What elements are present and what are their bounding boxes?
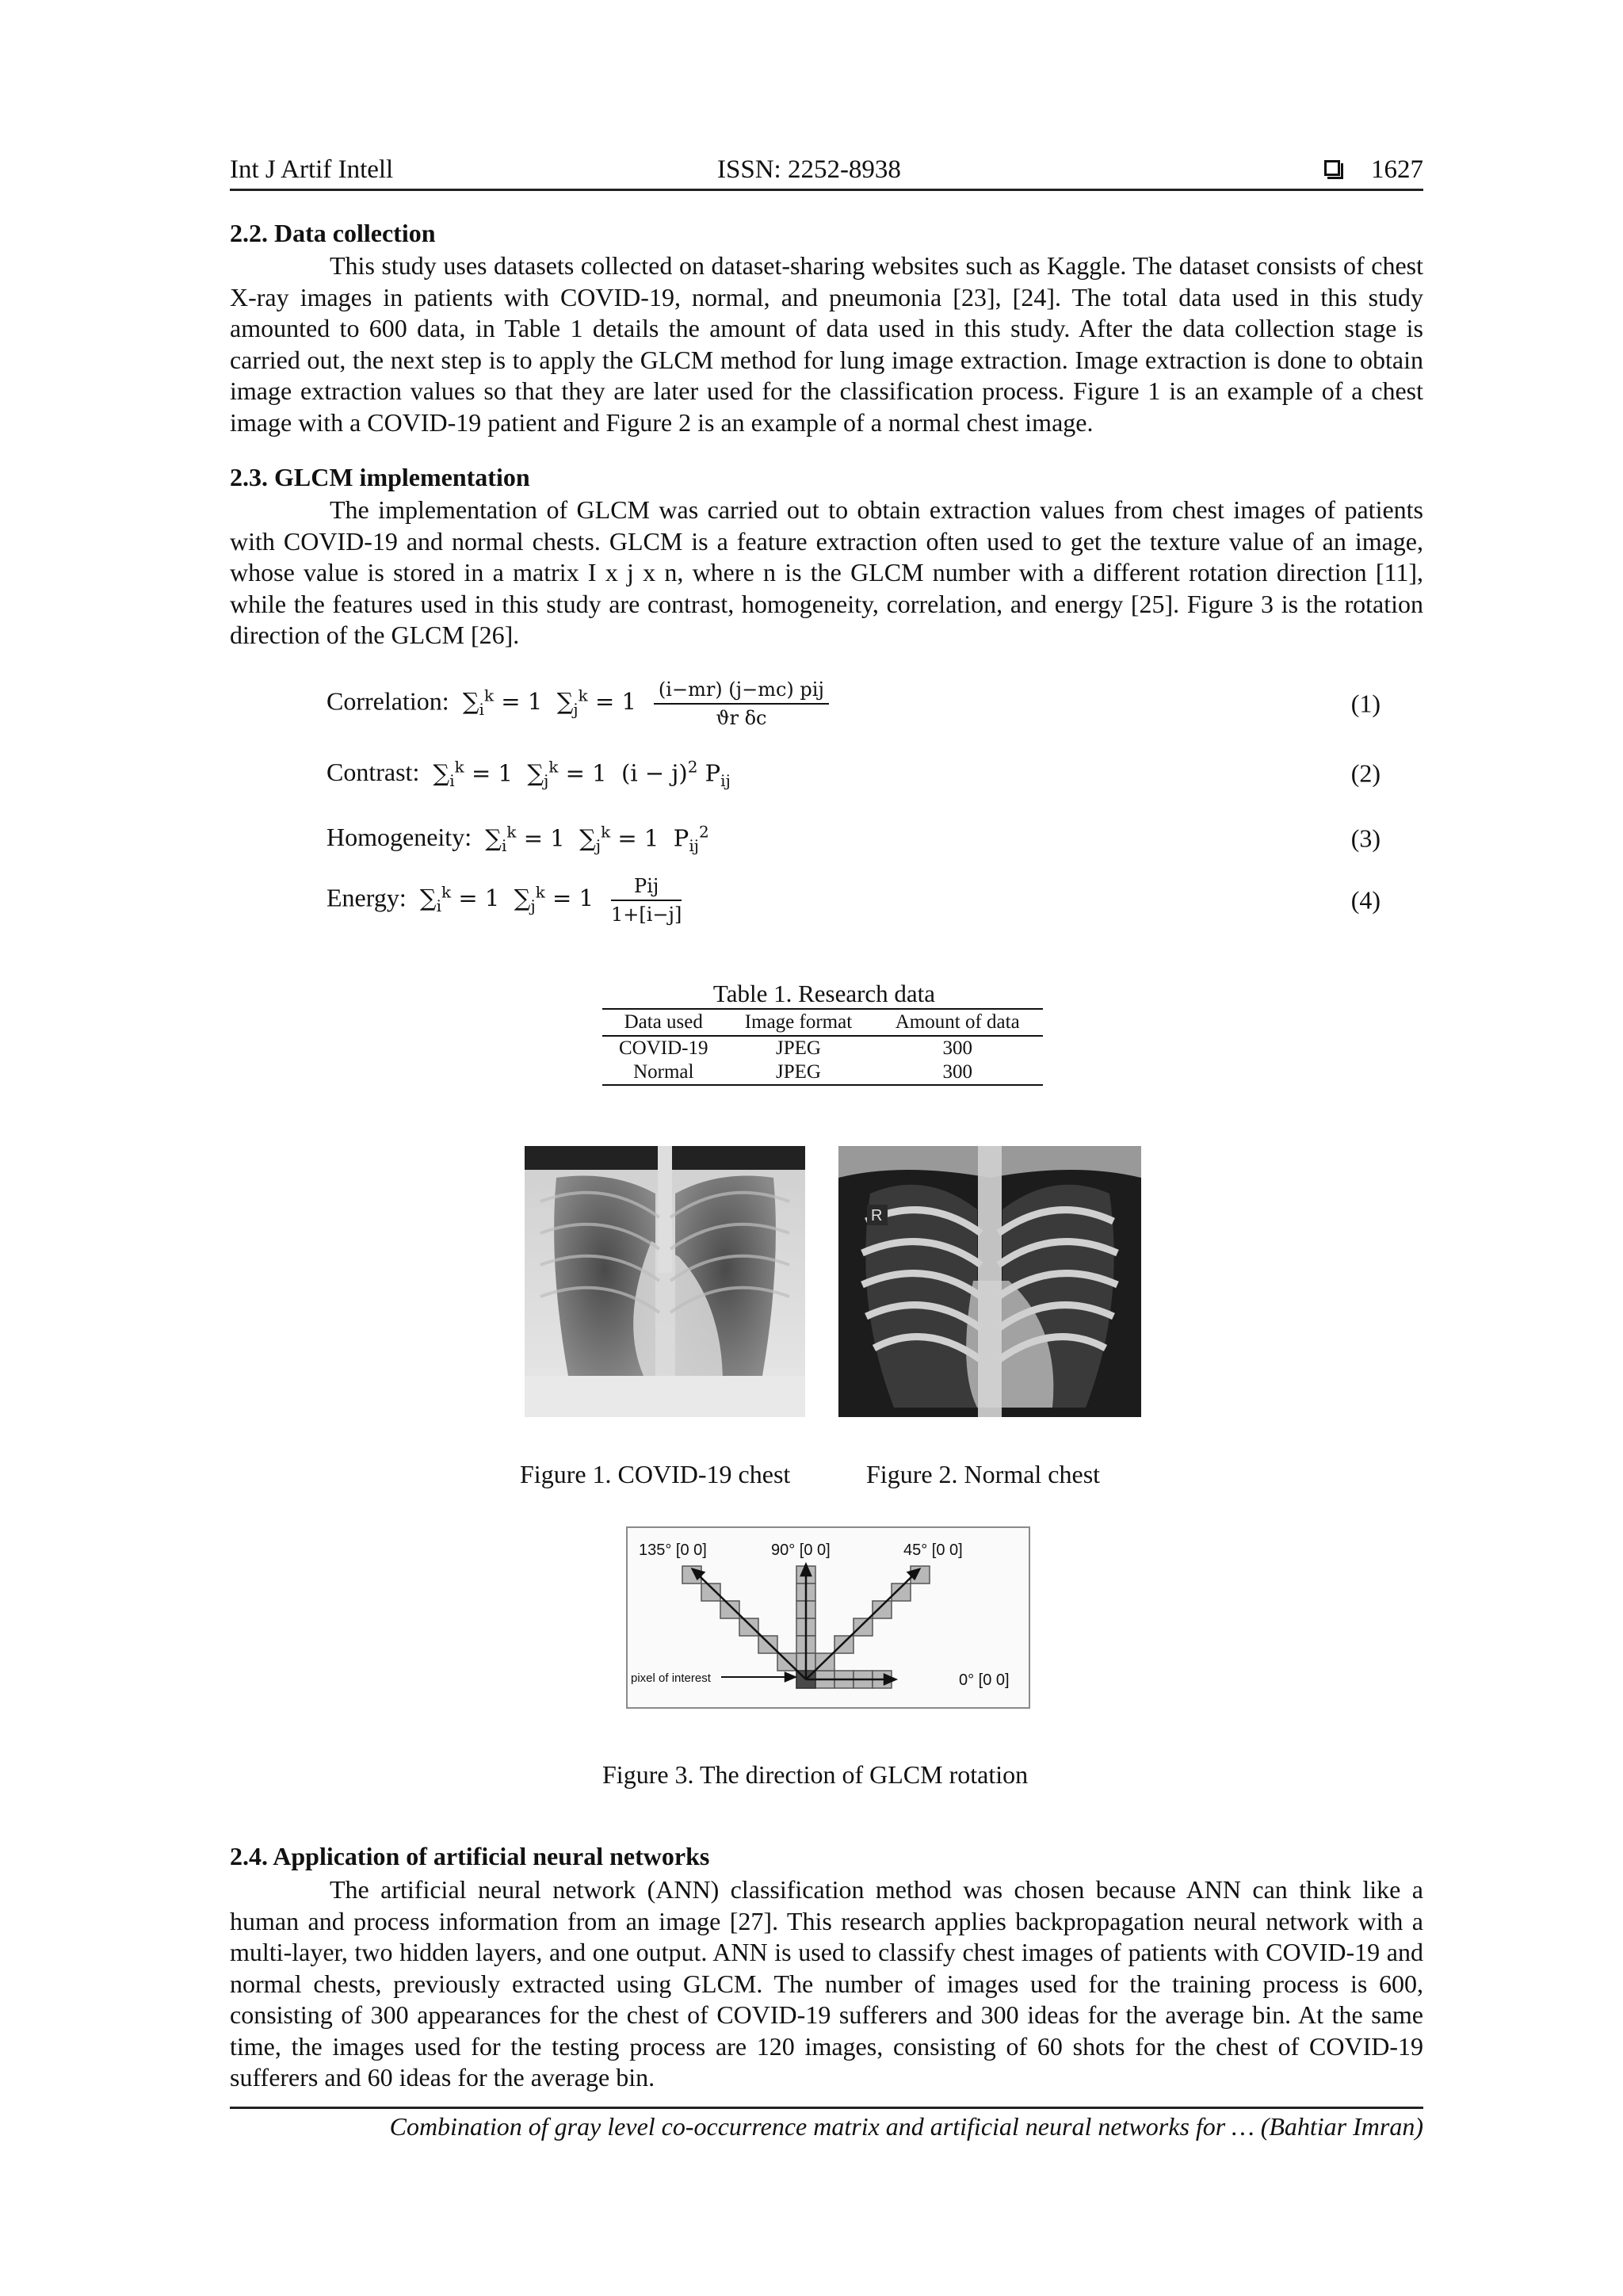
equation-label: Contrast:	[327, 757, 420, 786]
table-header-cell: Data used	[602, 1009, 725, 1036]
angle-label-135: 135° [0 0]	[639, 1541, 707, 1559]
figure-1-caption: Figure 1. COVID-19 chest	[520, 1460, 791, 1488]
table-cell: JPEG	[725, 1060, 873, 1085]
research-data-table	[602, 1008, 1043, 1086]
angle-label-90: 90° [0 0]	[771, 1541, 831, 1559]
equation-fraction	[611, 875, 682, 926]
equation-number: (4)	[1350, 885, 1381, 915]
equation-label: Correlation:	[327, 686, 449, 716]
table-header-cell: Amount of data	[872, 1009, 1043, 1036]
normal-chest-xray-image	[838, 1146, 1141, 1417]
paragraph-ann: The artificial neural network (ANN) classification method was chosen because ANN can think like a human and process information from an image [27]. This research applies backpropagation neural network with a multi-layer, two hidden layers, and one output. ANN is used to classify chest images of patients with COVID-19 and normal chests, previously extracted using GLCM. The number of images used for the training process is 600, consisting of 300 appearances for the chest of COVID-19 sufferers and 300 ideas for the average bin. At the same time, the images used for the testing process are 120 images, consisting of 60 shots for the chest of COVID-19 sufferers and 60 ideas for the average bin.	[230, 1875, 1423, 2092]
table-cell: JPEG	[775, 1037, 821, 1059]
equation-number: (2)	[1350, 758, 1381, 788]
table-header-cell: Image format	[725, 1009, 873, 1036]
running-footer	[230, 2107, 1423, 2141]
table-cell: Normal	[602, 1060, 725, 1085]
section-title-glcm: 2.3. GLCM implementation	[230, 463, 530, 491]
equation-correlation: Correlation: $\sum_i^k = 1$ $\sum_j^k = 1$ $\frac{\text{(i−mr) (j−mc) pij}}{\text{ϑr δc}}$ (1)	[327, 678, 1381, 729]
figure-3-caption: Figure 3. The direction of GLCM rotation	[602, 1760, 1029, 1789]
issn: ISSN: 2252-8938	[717, 155, 901, 184]
table-row	[602, 1036, 1043, 1060]
pixel-of-interest-label: pixel of interest	[631, 1671, 711, 1685]
paragraph-glcm: The implementation of GLCM was carried out to obtain extraction values from chest images of patients with COVID-19 and normal chests. GLCM is a feature extraction often used to get the texture value of an image, whose value is stored in a matrix I x j x n, where n is the GLCM number with a different rotation direction [11], while the features used in this study are contrast, homogeneity, correlation, and energy [25]. Figure 3 is the rotation direction of the GLCM [26].	[230, 495, 1423, 649]
equation-contrast: Contrast: $\sum_i^k = 1$ $\sum_j^k = 1$ $(i - j)^2$ $P_{ij}$ (2)	[327, 757, 1381, 790]
fraction-numerator: Pij	[611, 875, 682, 901]
section-title-data-collection: 2.2. Data collection	[230, 219, 436, 247]
table-cell: 300	[872, 1060, 1043, 1085]
page-box-icon	[1324, 160, 1340, 176]
fraction-denominator: ϑr δc	[716, 707, 767, 729]
equation-fraction	[654, 678, 829, 729]
running-header	[230, 152, 1423, 191]
figure-2-caption: Figure 2. Normal chest	[866, 1460, 1101, 1488]
fraction-denominator: 1+[i−j]	[611, 904, 682, 926]
page-number: 1627	[1371, 155, 1423, 184]
paragraph-data-collection: This study uses datasets collected on dataset-sharing websites such as Kaggle. The dataset consists of chest X-ray images in patients with COVID-19, normal, and pneumonia [23], [24]. The total data used in this study amounted to 600 data, in Table 1 details the amount of data used in this study. After the data collection stage is carried out, the next step is to apply the GLCM method for lung image extraction. Image extraction is done to obtain image extraction values so that they are later used for the classification process. Figure 1 is an example of a chest image with a COVID-19 patient and Figure 2 is an example of a normal chest image.	[230, 251, 1423, 437]
equation-number: (3)	[1350, 823, 1381, 853]
covid-chest-xray-image	[525, 1146, 805, 1417]
fraction-numerator: (i−mr) (j−mc) pij	[654, 678, 829, 705]
glcm-rotation-diagram	[626, 1526, 1030, 1709]
angle-label-45: 45° [0 0]	[903, 1541, 963, 1559]
section-title-ann: 2.4. Application of artificial neural networks	[230, 1842, 710, 1870]
table-cell: COVID-19	[619, 1037, 708, 1059]
table-cell: 300	[942, 1037, 972, 1059]
table-row	[602, 1060, 1043, 1085]
angle-label-0: 0° [0 0]	[959, 1671, 1010, 1689]
equation-homogeneity: Homogeneity: $\sum_i^k = 1$ $\sum_j^k = 1$ $P_{ij}^2$ (3)	[327, 822, 1381, 855]
equation-label: Homogeneity:	[327, 822, 472, 851]
footer-text: Combination of gray level co-occurrence matrix and artificial neural networks for … (Bahtiar Imran)	[389, 2112, 1423, 2141]
xray-side-marker: R	[871, 1207, 883, 1224]
table-caption: Table 1. Research data	[712, 980, 936, 1007]
equation-number: (1)	[1350, 689, 1381, 718]
journal-name: Int J Artif Intell	[230, 155, 394, 184]
equation-energy: Energy: $\sum_i^k = 1$ $\sum_j^k = 1$ $\frac{\text{Pij}}{1+[i-j]}$ (4)	[327, 875, 1381, 926]
equation-label: Energy:	[327, 883, 407, 912]
